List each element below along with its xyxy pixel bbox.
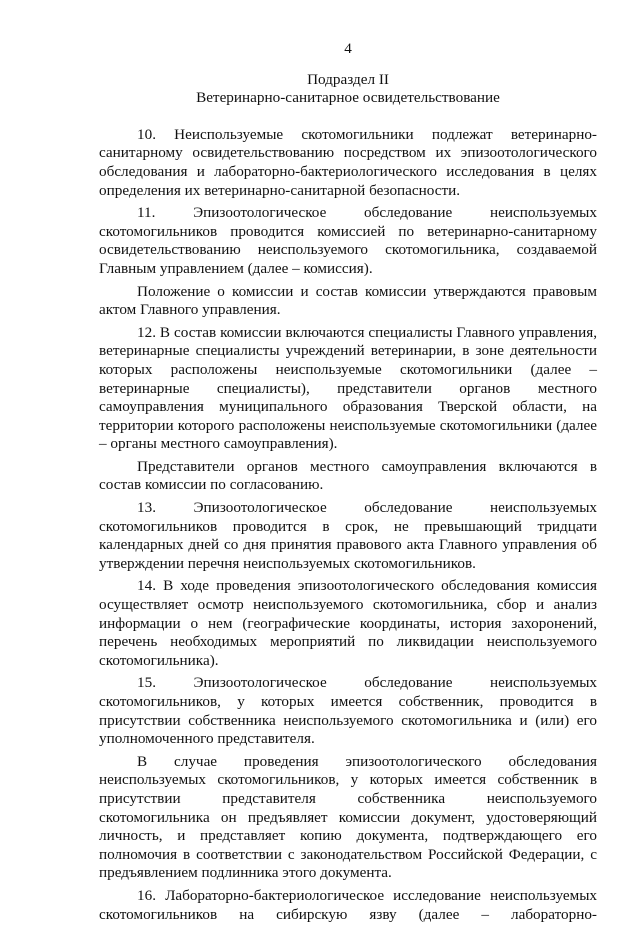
- paragraph-14: 14. В ходе проведения эпизоотологического обследования комиссия осуществляет осмотр неиспользуемого скотомогильника, сбор и анализ информации о нем (географические координаты, история захоронений, перечень необходимых мероприятий по ликвидации неиспользуемого скотомогильника).: [99, 577, 597, 669]
- paragraph-16: 16. Лабораторно-бактериологическое исследование неиспользуемых скотомогильников на сибирскую язву (далее – лабораторно-: [99, 886, 597, 923]
- paragraph-13: 13. Эпизоотологическое обследование неиспользуемых скотомогильников проводится в срок, не превышающий тридцати календарных дней со дня принятия правового акта Главного управления об утверждении перечня неиспользуемых скотомогильников.: [99, 499, 597, 572]
- subsection-title: Подраздел II: [307, 70, 389, 88]
- paragraph-15-note: В случае проведения эпизоотологического обследования неиспользуемых скотомогильников, у которых имеется собственник в присутствии представителя собственника неиспользуемого скотомогильника он предъявляет комиссии документ, удостоверяющий личность, и представляет копию документа, подтверждающего его полномочия в соответствии с законодательством Российской Федерации, с предъявлением подлинника этого документа.: [99, 752, 597, 882]
- subsection-subtitle: Ветеринарно-санитарное освидетельствование: [196, 89, 500, 107]
- paragraph-12: 12. В состав комиссии включаются специалисты Главного управления, ветеринарные специалисты учреждений ветеринарии, в зоне деятельности которых расположены неиспользуемые скотомогильники (далее – ветеринарные специалисты), представители органов местного самоуправления муниципального образования Тверской области, на территории которого расположены неиспользуемые скотомогильники (далее – органы местного самоуправления).: [99, 323, 597, 453]
- paragraph-10: 10. Неиспользуемые скотомогильники подлежат ветеринарно-санитарному освидетельствованию посредством их эпизоотологического обследования и лабораторно-бактериологического исследования в целях определения их ветеринарно-санитарной безопасности.: [99, 125, 597, 199]
- paragraph-15: 15. Эпизоотологическое обследование неиспользуемых скотомогильников, у которых имеется собственник, проводится в присутствии собственника неиспользуемого скотомогильника и (или) его уполномоченного представителя.: [99, 674, 597, 748]
- paragraph-12-note: Представители органов местного самоуправления включаются в состав комиссии по согласованию.: [99, 457, 597, 494]
- page-number: 4: [344, 40, 352, 57]
- subsection-heading: [99, 71, 597, 108]
- document-page: [99, 40, 597, 928]
- paragraph-11-note: Положение о комиссии и состав комиссии утверждаются правовым актом Главного управления.: [99, 282, 597, 319]
- paragraph-11: 11. Эпизоотологическое обследование неиспользуемых скотомогильников проводится комиссией по ветеринарно-санитарному освидетельствованию неиспользуемого скотомогильника, создаваемой Главным управлением (далее – комиссия).: [99, 204, 597, 277]
